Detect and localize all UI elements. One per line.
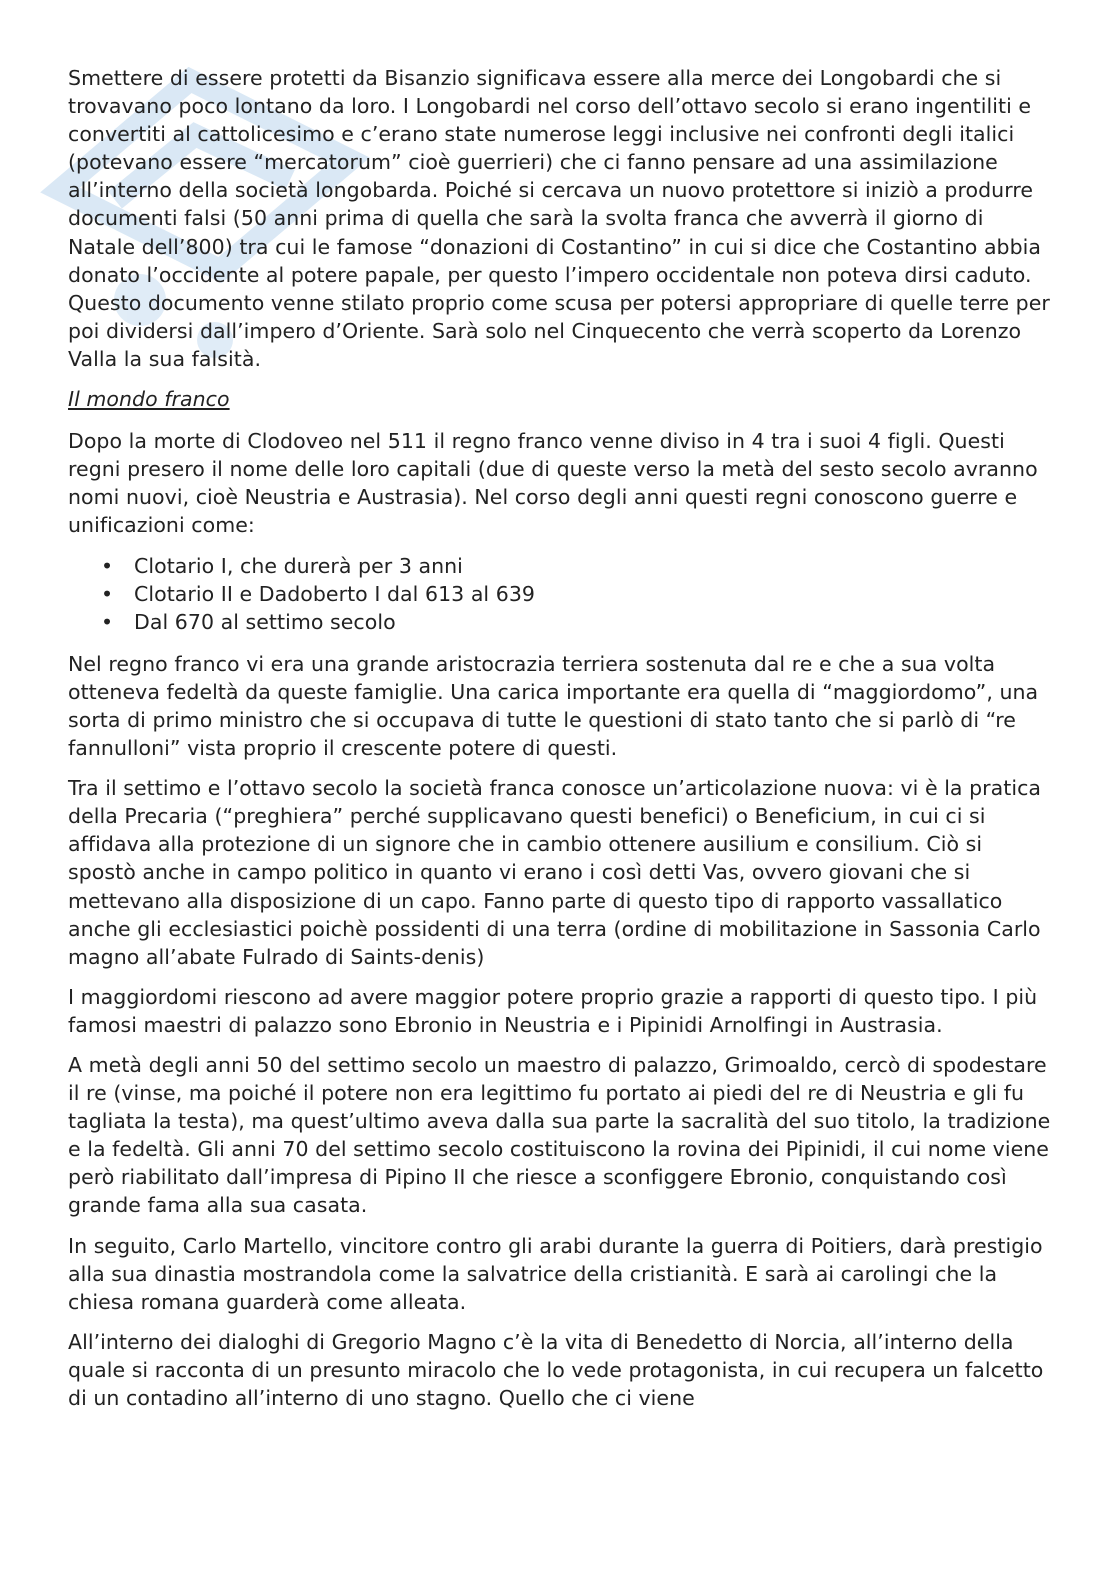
paragraph-gregorio-magno: All’interno dei dialoghi di Gregorio Magno c’è la vita di Benedetto di Norcia, all’interno della quale si racconta di un presunto miracolo che lo vede protagonista, in cui recupera un falcetto di un contadino all’interno di uno stagno. Quello che ci viene: [68, 1329, 1044, 1411]
paragraph-aristocrazia: Nel regno franco vi era una grande aristocrazia terriera sostenuta dal re e che a sua volta otteneva fedeltà da queste famiglie. Una carica importante era quella di “maggiordomo”, una sorta di primo ministro che si occupava di tutte le questioni di stato tanto che si parlò di “re fannulloni” vista proprio il crescente potere di questi.: [68, 651, 1039, 761]
paragraph-precaria: Tra il settimo e l’ottavo secolo la società franca conosce un’articolazione nuova: vi è la pratica della Precaria (“preghiera” perché supplicavano questi benefici) o Beneficium, in cui ci si affidava alla protezione di un signore che in cambio ottenere ausilium e consilium. Ciò si spostò anche in campo politico in quanto vi erano i così detti Vas, ovvero giovani che si mettevano alla disposizione di un capo. Fanno parte di questo tipo di rapporto vassallatico anche gli ecclesiastici poichè possidenti di una terra (ordine di mobilitazione in Sassonia Carlo magno all’abate Fulrado di Saints-denis): [68, 776, 1042, 969]
paragraph-maggiordomi: I maggiordomi riescono ad avere maggior potere proprio grazie a rapporti di questo tipo. I più famosi maestri di palazzo sono Ebronio in Neustria e i Pipinidi Arnolfingi in Austrasia.: [68, 984, 1038, 1037]
document-body: [68, 64, 1053, 1424]
paragraph-bisanzio: Smettere di essere protetti da Bisanzio significava essere alla merce dei Longobardi che si trovavano poco lontano da loro. I Longobardi nel corso dell’ottavo secolo si erano ingentiliti e convertiti al cattolicesimo e c’erano state numerose leggi inclusive nei confronti degli italici (potevano essere “mercatorum” cioè guerrieri) che ci fanno pensare ad una assimilazione all’interno della società longobarda. Poiché si cercava un nuovo protettore si iniziò a produrre documenti falsi (50 anni prima di quella che sarà la svolta franca che avverrà il giorno di Natale dell’800) tra cui le famose “donazioni di Costantino” in cui si dice che Costantino abbia donato l’occidente al potere papale, per questo l’impero occidentale non poteva dirsi caduto. Questo documento venne stilato proprio come scusa per potersi appropriare di quelle terre per poi dividersi dall’impero d’Oriente. Sarà solo nel Cinquecento che verrà scoperto da Lorenzo Valla la sua falsità.: [68, 66, 1050, 371]
list-item: • Clotario I, che durerà per 3 anni: [134, 552, 1053, 580]
bullet-list-unificazioni: [68, 552, 1053, 636]
paragraph-grimoaldo: A metà degli anni 50 del settimo secolo un maestro di palazzo, Grimoaldo, cercò di spodestare il re (vinse, ma poiché il potere non era legittimo fu portato ai piedi del re di Neustria e gli fu tagliata la testa), ma quest’ultimo aveva dalla sua parte la sacralità del suo titolo, la tradizione e la fedeltà. Gli anni 70 del settimo secolo costituiscono la rovina dei Pipinidi, il cui nome viene però riabilitato dall’impresa di Pipino II che riesce a sconfiggere Ebronio, conquistando così grande fama alla sua casata.: [68, 1053, 1051, 1218]
section-title-mondo-franco: Il mondo franco: [68, 387, 230, 412]
paragraph-carlo-martello: In seguito, Carlo Martello, vincitore contro gli arabi durante la guerra di Poitiers, darà prestigio alla sua dinastia mostrandola come la salvatrice della cristianità. E sarà ai carolingi che la chiesa romana guarderà come alleata.: [68, 1233, 1043, 1314]
list-item: • Dal 670 al settimo secolo: [134, 608, 1053, 636]
paragraph-clodoveo: Dopo la morte di Clodoveo nel 511 il regno franco venne diviso in 4 tra i suoi 4 figli. Questi regni presero il nome delle loro capitali (due di queste verso la metà del sesto secolo avranno nomi nuovi, cioè Neustria e Austrasia). Nel corso degli anni questi regni conoscono guerre e unificazioni come:: [68, 429, 1038, 538]
list-item: • Clotario II e Dadoberto I dal 613 al 639: [134, 580, 1053, 608]
